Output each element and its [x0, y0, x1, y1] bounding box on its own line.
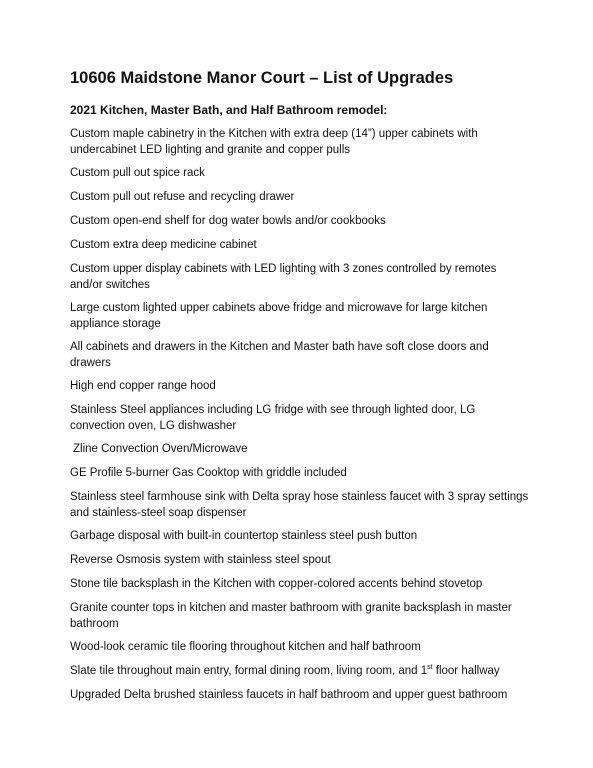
- list-item: Stainless Steel appliances including LG fridge with see through lighted door, LG convection oven, LG dishwasher: [70, 404, 476, 432]
- list-item: Granite counter tops in kitchen and master bathroom with granite backsplash in master bathroom: [70, 602, 512, 630]
- list-item: High end copper range hood: [70, 380, 216, 392]
- list-item: Custom upper display cabinets with LED lighting with 3 zones controlled by remotes and/or switches: [70, 263, 497, 291]
- list-item: Upgraded Delta brushed stainless faucets in half bathroom and upper guest bathroom: [70, 689, 508, 701]
- upgrade-list: [70, 126, 530, 703]
- list-item: GE Profile 5-burner Gas Cooktop with griddle included: [70, 467, 347, 479]
- list-item: Garbage disposal with built-in countertop stainless steel push button: [70, 530, 418, 542]
- list-item-slate: [70, 663, 530, 679]
- ordinal-suffix: st: [427, 664, 433, 672]
- list-item: Wood-look ceramic tile flooring throughout kitchen and half bathroom: [70, 641, 421, 653]
- list-item: Stainless steel farmhouse sink with Delta spray hose stainless faucet with 3 spray settings and stainless-steel soap dispenser: [70, 491, 529, 519]
- list-item: All cabinets and drawers in the Kitchen and Master bath have soft close doors and drawers: [70, 341, 489, 369]
- document-title: 10606 Maidstone Manor Court – List of Upgrades: [70, 69, 454, 87]
- list-item: Custom extra deep medicine cabinet: [70, 239, 257, 251]
- list-item: Stone tile backsplash in the Kitchen with copper-colored accents behind stovetop: [70, 578, 483, 590]
- list-item: Reverse Osmosis system with stainless steel spout: [70, 554, 331, 566]
- list-item: Zline Convection Oven/Microwave: [73, 443, 248, 455]
- list-item: Custom pull out refuse and recycling drawer: [70, 191, 295, 203]
- document-page: [70, 68, 530, 711]
- list-item: Custom maple cabinetry in the Kitchen with extra deep (14”) upper cabinets with undercabinet LED lighting and granite and copper pulls: [70, 128, 478, 156]
- slate-text-before: Slate tile throughout main entry, formal dining room, living room, and 1: [70, 665, 428, 677]
- list-item: Custom pull out spice rack: [70, 167, 205, 179]
- list-item: Custom open-end shelf for dog water bowls and/or cookbooks: [70, 215, 386, 227]
- slate-text-after: floor hallway: [432, 665, 500, 677]
- section-heading: 2021 Kitchen, Master Bath, and Half Bathroom remodel:: [70, 103, 388, 117]
- list-item: Large custom lighted upper cabinets above fridge and microwave for large kitchen appliance storage: [70, 302, 488, 330]
